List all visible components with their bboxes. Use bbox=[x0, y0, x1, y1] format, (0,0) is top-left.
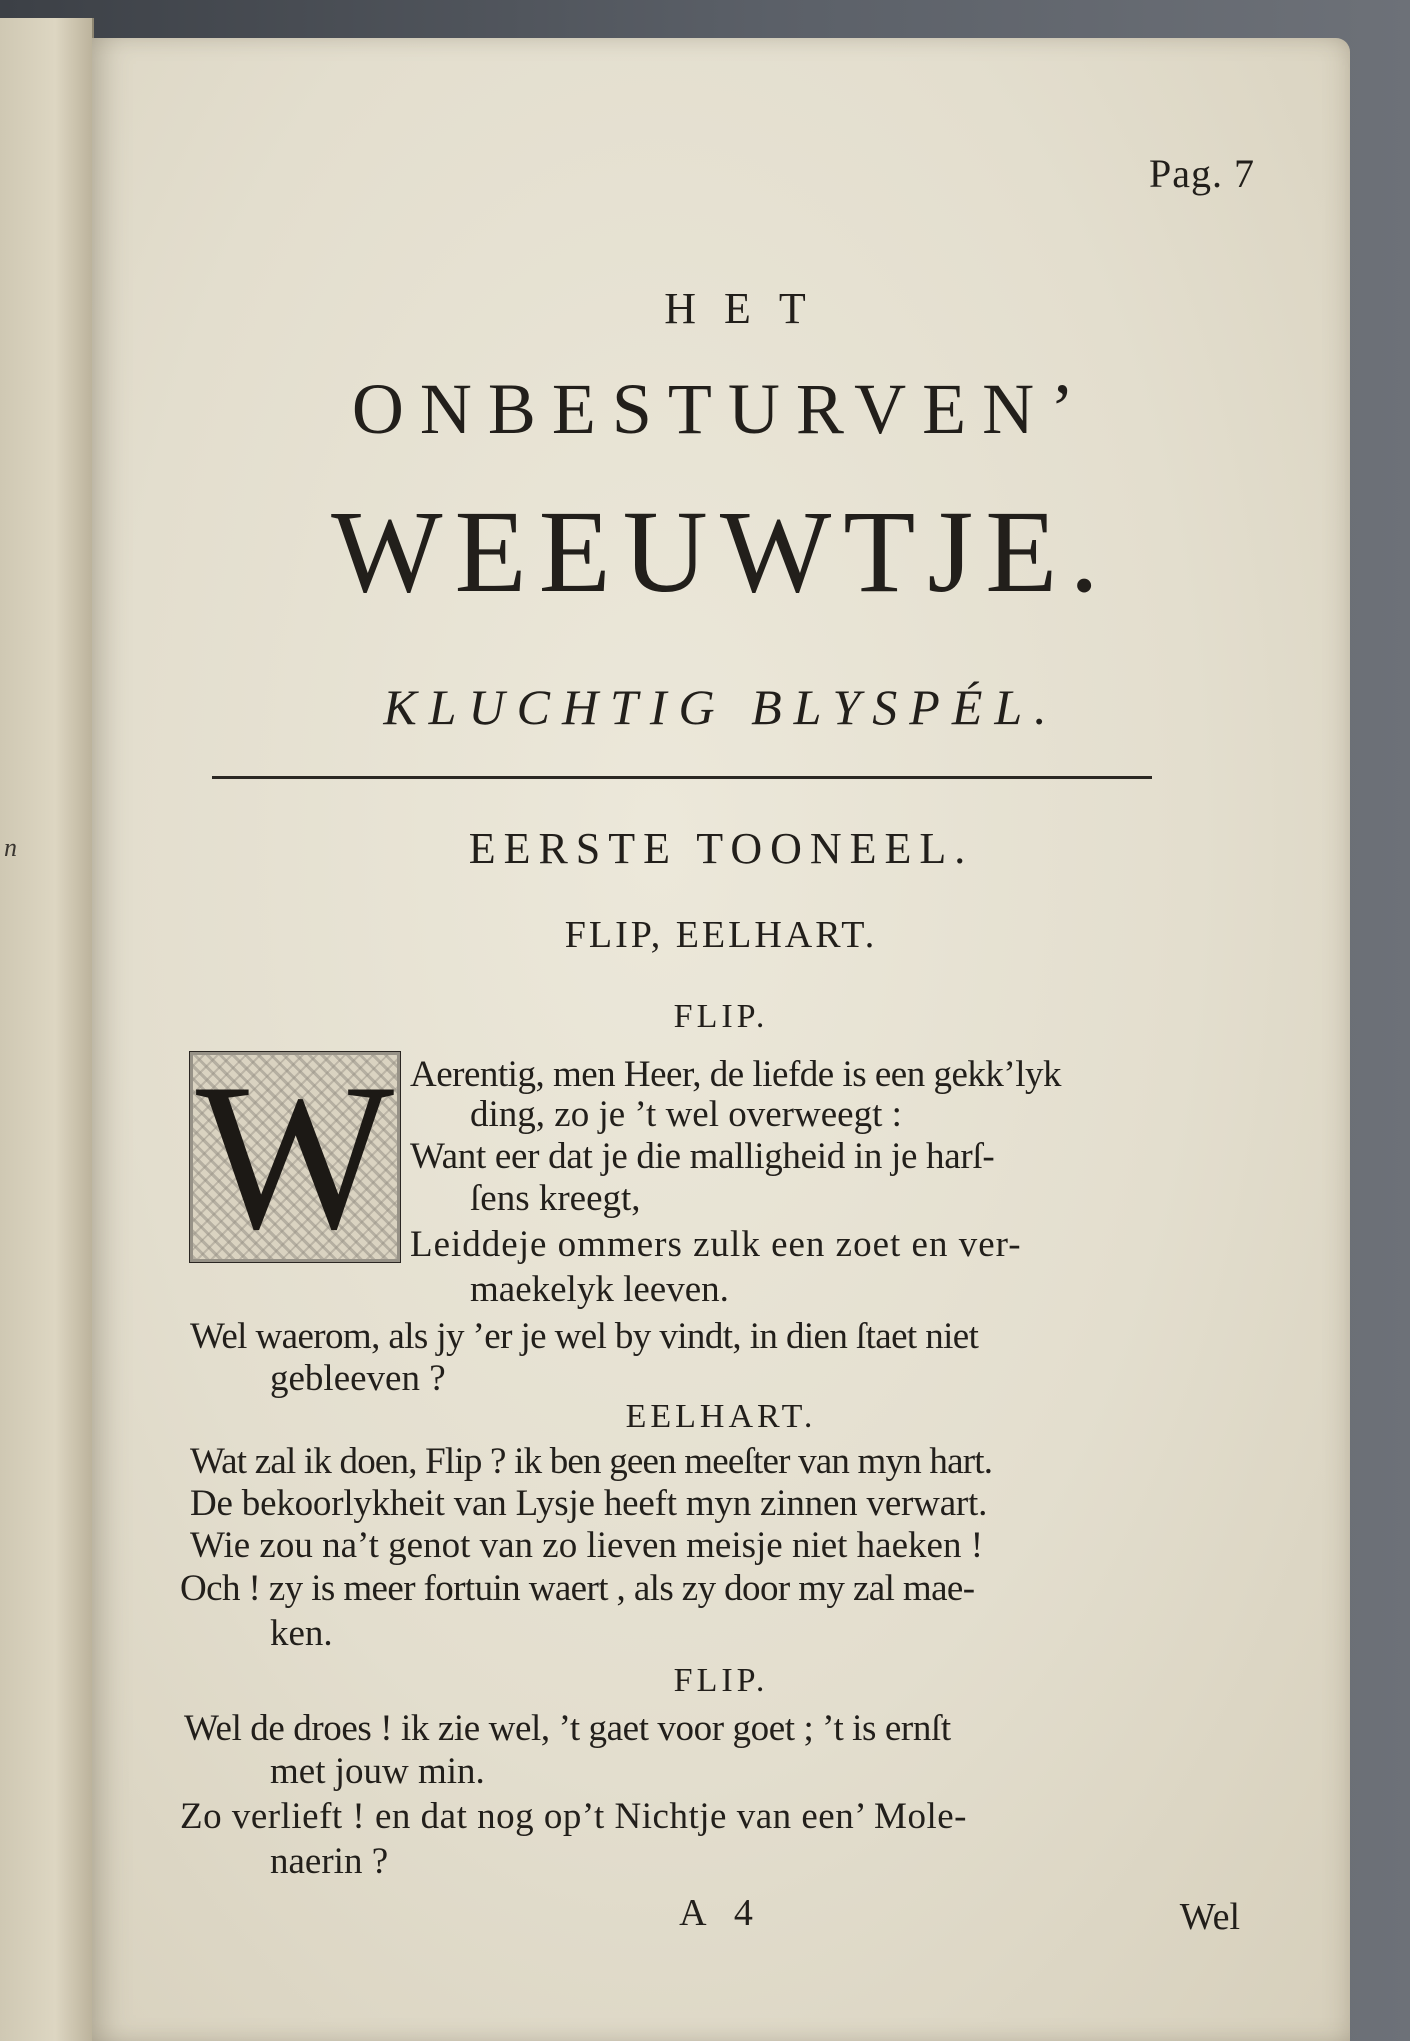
speaker-label: EELHART. bbox=[625, 1398, 817, 1435]
verse-line: Och ! zy is meer fortuin waert , als zy door my zal mae- bbox=[180, 1568, 975, 1609]
verse-line: Wie zou na’t genot van zo lieven meisje niet haeken ! bbox=[190, 1525, 984, 1566]
verse-line: Leiddeje ommers zulk een zoet en ver- bbox=[410, 1224, 1022, 1265]
verse-line: Wat zal ik doen, Flip ? ik ben geen meeſter van myn hart. bbox=[190, 1441, 993, 1482]
drop-cap-letter: W bbox=[190, 1052, 400, 1262]
verse-line: ken. bbox=[270, 1613, 333, 1654]
verse-line: naerin ? bbox=[270, 1841, 389, 1882]
page-edge-mark: n bbox=[4, 833, 17, 862]
scene-heading: EERSTE TOONEEL. bbox=[468, 824, 974, 873]
verse-line: maekelyk leeven. bbox=[470, 1269, 729, 1310]
verse-line: ſens kreegt, bbox=[470, 1178, 641, 1219]
book-page bbox=[92, 38, 1350, 2041]
verse-line: Want eer dat je die malligheid in je harſ- bbox=[410, 1136, 995, 1177]
speaker-label: FLIP. bbox=[673, 998, 769, 1035]
signature-mark: A 4 bbox=[679, 1892, 763, 1934]
verse-line: Aerentig, men Heer, de liefde is een gekk’lyk bbox=[410, 1054, 1061, 1095]
divider-rule bbox=[212, 776, 1152, 779]
verse-line: met jouw min. bbox=[270, 1751, 485, 1792]
drop-cap-ornament bbox=[189, 1041, 401, 1273]
speaker-label: FLIP. bbox=[673, 1662, 769, 1699]
verse-line: Zo verlieft ! en dat nog op’t Nichtje van een’ Mole- bbox=[180, 1796, 967, 1837]
title-line-3: WEEUWTJE. bbox=[331, 486, 1111, 617]
page-number: Pag. 7 bbox=[1149, 151, 1255, 196]
verse-line: ding, zo je ’t wel overweegt : bbox=[470, 1094, 902, 1135]
verse-line: Wel waerom, als jy ’er je wel by vindt, in dien ſtaet niet bbox=[190, 1316, 979, 1357]
scene-persons: FLIP, EELHART. bbox=[564, 914, 878, 956]
catchword: Wel bbox=[1179, 1896, 1240, 1938]
title-line-2: ONBESTURVEN’ bbox=[351, 369, 1091, 449]
verse-line: gebleeven ? bbox=[270, 1358, 446, 1399]
title-line-1: HET bbox=[664, 284, 834, 333]
verse-line: De bekoorlykheit van Lysje heeft myn zinnen verwart. bbox=[190, 1483, 988, 1524]
previous-page-edge bbox=[0, 18, 94, 2041]
subtitle: KLUCHTIG BLYSPÉL. bbox=[383, 679, 1059, 735]
verse-line: Wel de droes ! ik zie wel, ’t gaet voor goet ; ’t is ernſt bbox=[184, 1708, 951, 1749]
